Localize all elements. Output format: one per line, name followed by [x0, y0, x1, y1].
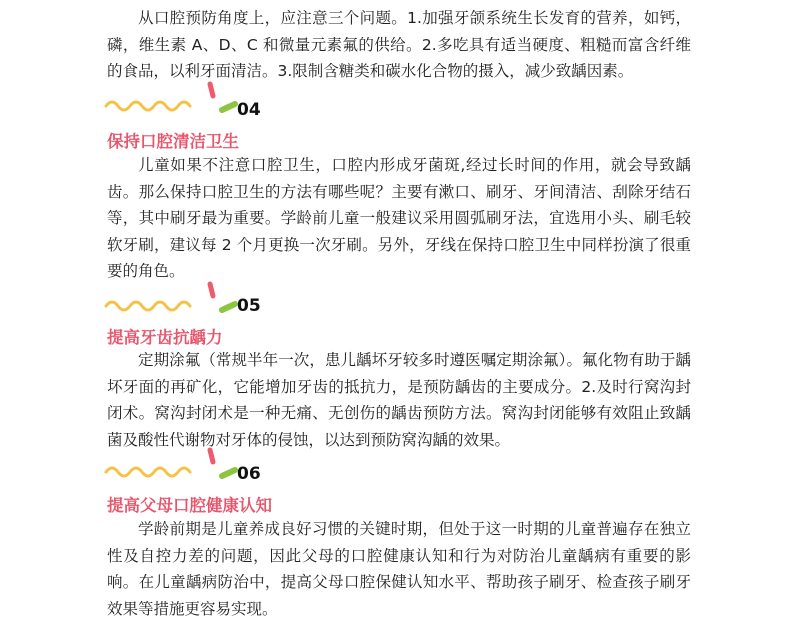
section-number: 06	[237, 464, 261, 484]
section-number: 05	[237, 296, 261, 316]
intro-paragraph: 从口腔预防角度上，应注意三个问题。1.加强牙颌系统生长发育的营养，如钙，磷，维生素 A、D、C 和微量元素氟的供给。2.多吃具有适当硬度、粗糙而富含纤维的食品，以利牙面清洁。3.限制含糖类和碳水化合物的摄入，减少致龋因素。	[107, 9, 691, 80]
section-body: 学龄前期是儿童养成良好习惯的关键时期，但处于这一时期的儿童普遍存在独立性及自控力差的问题，因此父母的口腔健康认知和行为对防治儿童龋病有重要的影响。在儿童龋病防治中，提高父母口腔保健认知水平、帮助孩子刷牙、检查孩子刷牙效果等措施更容易实现。	[107, 520, 691, 618]
section-title: 保持口腔清洁卫生	[107, 132, 239, 151]
section-title: 提高父母口腔健康认知	[107, 496, 272, 515]
section-number: 04	[237, 100, 261, 120]
section-title: 提高牙齿抗龋力	[107, 328, 223, 347]
section-body: 儿童如果不注意口腔卫生，口腔内形成牙菌斑,经过长时间的作用，就会导致龋齿。那么保持口腔卫生的方法有哪些呢？主要有漱口、刷牙、牙间清洁、刮除牙结石等，其中刷牙最为重要。学龄前儿童一般建议采用圆弧刷牙法，宜选用小头、刷毛较软牙刷，建议每 2 个月更换一次牙刷。另外，牙线在保持口腔卫生中同样扮演了很重要的角色。	[107, 156, 691, 280]
section-body: 定期涂氟（常规半年一次，患儿龋坏牙较多时遵医嘱定期涂氟）。氟化物有助于龋坏牙面的再矿化，它能增加牙齿的抵抗力，是预防龋齿的主要成分。2.及时行窝沟封闭术。窝沟封闭术是一种无痛、无创伤的龋齿预防方法。窝沟封闭能够有效阻止致龋菌及酸性代谢物对牙体的侵蚀，以达到预防窝沟龋的效果。	[107, 351, 691, 449]
